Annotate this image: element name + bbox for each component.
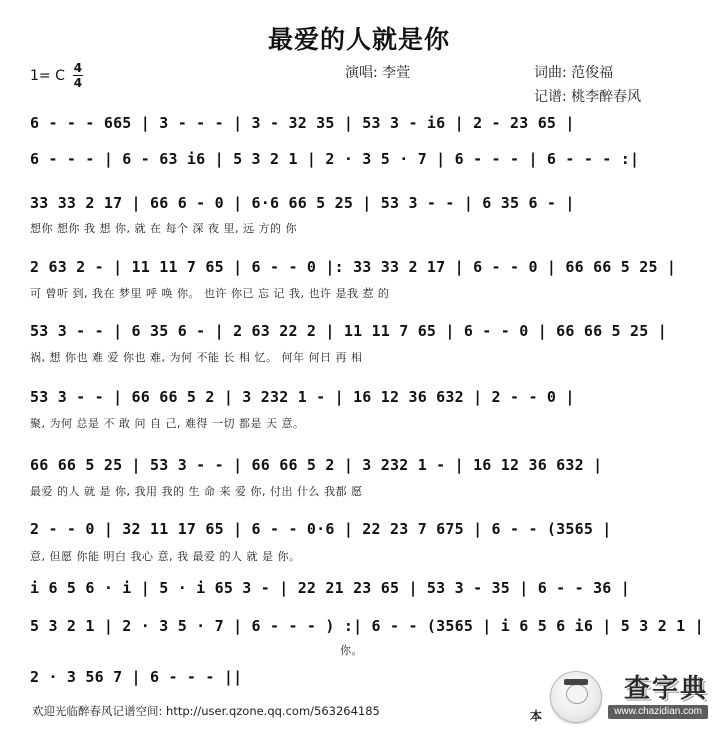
footer-link-text: 欢迎光临醉春风记谱空间: http://user.qzone.qq.com/563264185 [32, 704, 380, 718]
score-line-4-lyrics: 可 曾听 到, 我在 梦里 呼 唤 你。 也许 你已 忘 记 我, 也许 是我 惹 的 [30, 287, 390, 300]
watermark-url: www.chazidian.com [608, 705, 708, 719]
score-line-6-notes: 53 3 - - | 66 66 5 2 | 3 232 1 - | 16 12 36 632 | 2 - - 0 | [30, 388, 575, 406]
score-line-7-notes: 66 66 5 25 | 53 3 - - | 66 66 5 2 | 3 232 1 - | 16 12 36 632 | [30, 456, 603, 474]
score-line-3-lyrics: 想你 想你 我 想 你, 就 在 每个 深 夜 里, 远 方的 你 [30, 222, 297, 235]
song-title: 最爱的人就是你 [267, 25, 450, 54]
score-line-2-notes: 6 - - - | 6 - 63 i6 | 5 3 2 1 | 2 · 3 5 · 7 | 6 - - - | 6 - - - :| [30, 150, 640, 168]
owl-mascot-icon [550, 671, 602, 723]
score-line-3-notes: 33 33 2 17 | 66 6 - 0 | 6·6 66 5 25 | 53 3 - - | 6 35 6 - | [30, 194, 575, 212]
score-line-9-notes: i 6 5 6 · i | 5 · i 65 3 - | 22 21 23 65 | 53 3 - 35 | 6 - - 36 | [30, 579, 630, 597]
score-line-10-lyrics: 你。 [340, 644, 363, 657]
score-line-5-notes: 53 3 - - | 6 35 6 - | 2 63 22 2 | 11 11 7 65 | 6 - - 0 | 66 66 5 25 | [30, 322, 667, 340]
time-signature [73, 62, 83, 89]
score-line-7-lyrics: 最爱 的人 就 是 你, 我用 我的 生 命 来 爱 你, 付出 什么 我都 愿 [30, 485, 363, 498]
watermark-brand: 查字典 [623, 674, 708, 704]
watermark-text [608, 675, 708, 719]
score-line-10-notes: 5 3 2 1 | 2 · 3 5 · 7 | 6 - - - ) :| 6 - - (3565 | i 6 5 6 i6 | 5 3 2 1 | [30, 617, 704, 635]
time-bottom: 4 [73, 76, 83, 90]
site-watermark [538, 668, 708, 726]
score-line-4-notes: 2 63 2 - | 11 11 7 65 | 6 - - 0 |: 33 33 2 17 | 6 - - 0 | 66 66 5 25 | [30, 258, 677, 276]
watermark-ben-text: 本 [530, 709, 543, 723]
key-label: 1= C [30, 67, 65, 84]
time-top: 4 [73, 61, 83, 75]
singer-credit: 演唱: 李萱 [345, 65, 411, 81]
score-line-5-lyrics: 祸, 想 你也 难 爱 你也 难, 为何 不能 长 相 忆。 何年 何日 再 相 [30, 351, 363, 364]
score-line-6-lyrics: 聚, 为何 总是 不 敢 问 自 己, 难得 一切 都是 天 意。 [30, 417, 305, 430]
score-line-8-notes: 2 - - 0 | 32 11 17 65 | 6 - - 0·6 | 22 23 7 675 | 6 - - (3565 | [30, 520, 612, 538]
composer-credit: 词曲: 范俊福 [534, 65, 614, 81]
score-line-1-notes: 6 - - - 665 | 3 - - - | 3 - 32 35 | 53 3 - i6 | 2 - 23 65 | [30, 114, 575, 132]
score-line-8-lyrics: 意, 但愿 你能 明白 我心 意, 我 最爱 的人 就 是 你。 [30, 550, 301, 563]
score-line-11-notes: 2 · 3 56 7 | 6 - - - || [30, 668, 243, 686]
key-signature [30, 62, 83, 89]
transcriber-credit: 记谱: 桃李醉春风 [534, 89, 642, 105]
